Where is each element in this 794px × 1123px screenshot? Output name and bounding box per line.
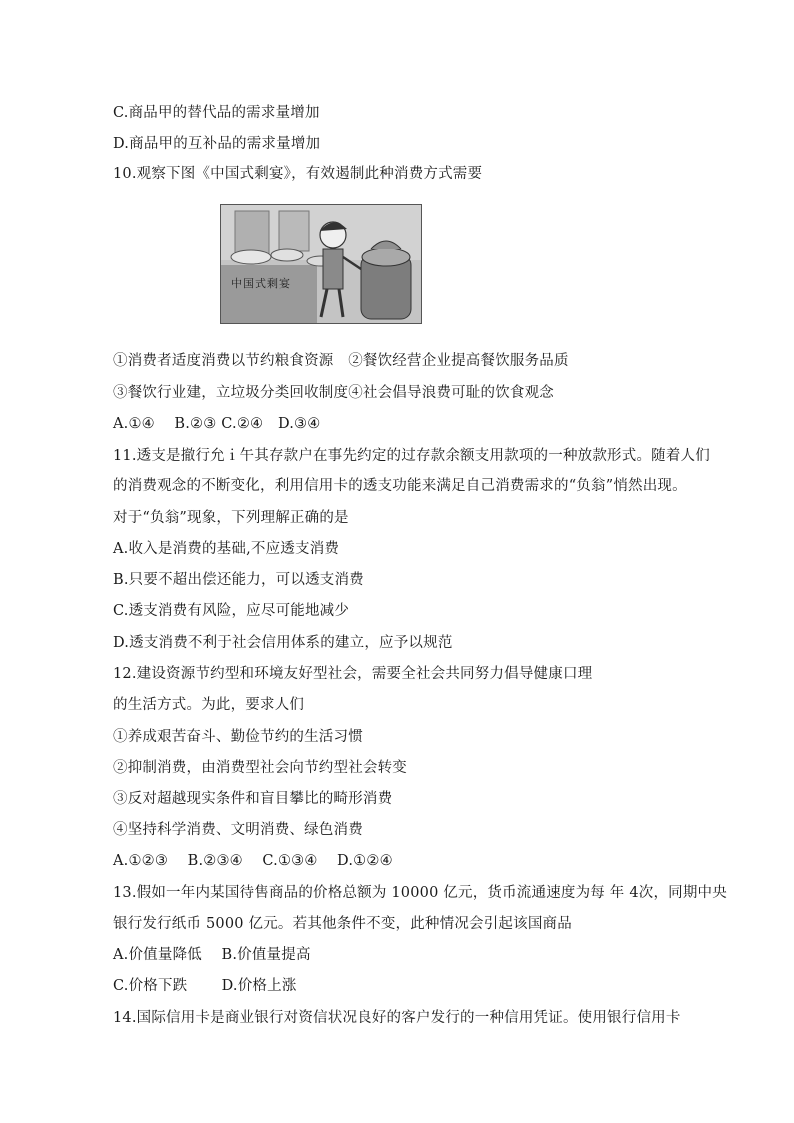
- q13-options-a-b: A.价值量降低 B.价值量提高: [113, 947, 311, 963]
- option-d-q9: D.商品甲的互补品的需求量增加: [113, 136, 321, 152]
- question-12-line-2: 的生活方式。为此，要求人们: [113, 697, 305, 713]
- option-a-q11: A.收入是消费的基础,不应透支消费: [113, 541, 340, 557]
- q12-statement-2: ②抑制消费，由消费型社会向节约型社会转变: [113, 760, 407, 776]
- question-11-line-2: 的消费观念的不断变化，利用信用卡的透支功能来满足自己消费需求的“负翁”悄然出现。: [113, 478, 687, 494]
- q12-options: A.①②③ B.②③④ C.①③④ D.①②④: [113, 853, 393, 869]
- q10-statements-3-4: ③餐饮行业建，立垃圾分类回收制度④社会倡导浪费可耻的饮食观念: [113, 385, 554, 401]
- cartoon-figure: [220, 204, 422, 324]
- question-14-line-1: 14.国际信用卡是商业银行对资信状况良好的客户发行的一种信用凭证。使用银行信用卡: [113, 1010, 681, 1026]
- cartoon-illustration: [221, 205, 421, 323]
- q12-statement-4: ④坚持科学消费、文明消费、绿色消费: [113, 822, 363, 838]
- question-11-line-1: 11.透支是撤行允ｉ午其存款户在事先约定的过存款余额支用款项的一种放款形式。随着人们: [113, 448, 710, 464]
- q10-options: A.①④ B.②③ C.②④ D.③④: [113, 416, 321, 432]
- q13-options-c-d: C.价格下跌 D.价格上涨: [113, 978, 297, 994]
- q12-statement-3: ③反对超越现实条件和盲目攀比的畸形消费: [113, 791, 393, 807]
- question-13-line-2: 银行发行纸币 5000 亿元。若其他条件不变，此种情况会引起该国商品: [113, 916, 572, 932]
- option-c-q9: C.商品甲的替代品的需求量增加: [113, 105, 320, 121]
- option-c-q11: C.透支消费有风险，应尽可能地减少: [113, 603, 350, 619]
- question-12-line-1: 12.建设资源节约型和环境友好型社会，需要全社会共同努力倡导健康口理: [113, 666, 593, 682]
- q12-statement-1: ①养成艰苦奋斗、勤俭节约的生活习惯: [113, 729, 363, 745]
- cartoon-caption: 中国式剩宴: [231, 277, 291, 290]
- question-11-line-3: 对于“负翁”现象，下列理解正确的是: [113, 510, 349, 526]
- option-b-q11: B.只要不超出偿还能力，可以透支消费: [113, 572, 364, 588]
- q10-statements-1-2: ①消费者适度消费以节约粮食资源 ②餐饮经营企业提高餐饮服务品质: [113, 353, 569, 369]
- question-13-line-1: 13.假如一年内某国待售商品的价格总额为 10000 亿元，货币流通速度为每 年 4次，同期中央: [113, 885, 727, 901]
- question-10: 10.观察下图《中国式剩宴》，有效遏制此种消费方式需要: [113, 166, 483, 182]
- option-d-q11: D.透支消费不利于社会信用体系的建立，应予以规范: [113, 635, 453, 651]
